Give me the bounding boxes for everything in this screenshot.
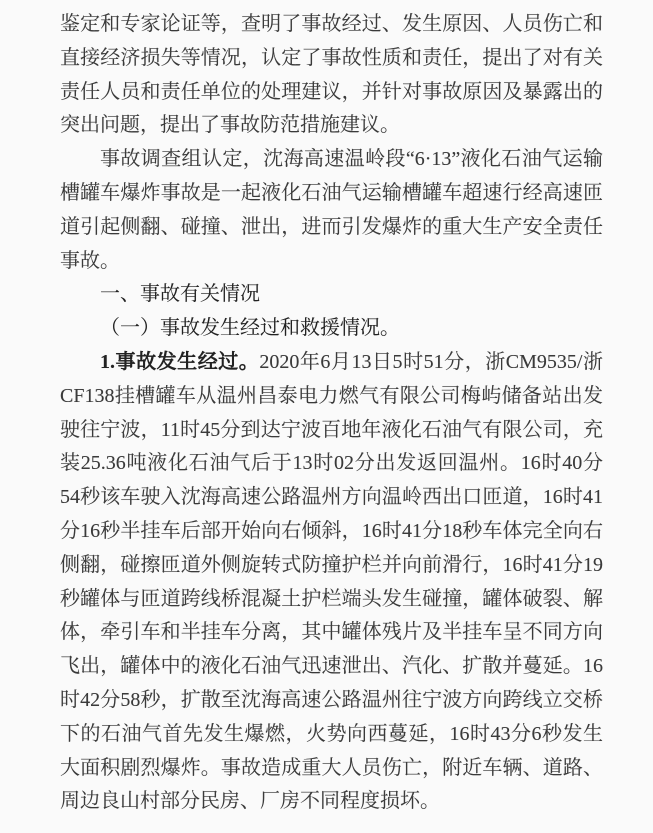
paragraph-item1 bbox=[60, 346, 603, 819]
paragraph-continuation: 鉴定和专家论证等，查明了事故经过、发生原因、人员伤亡和直接经济损失等情况，认定了事故性质和责任，提出了对有关责任人员和责任单位的处理建议，并针对事故原因及暴露出的突出问题，提出了事故防范措施建议。 bbox=[60, 13, 603, 137]
item1-body: 2020年6月13日5时51分，浙CM9535/浙CF138挂槽罐车从温州昌泰电力燃气有限公司梅屿储备站出发驶往宁波，11时45分到达宁波百地年液化石油气有限公司，充装25.36吨液化石油气后于13时02分出发返回温州。16时40分54秒该车驶入沈海高速公路温州方向温岭西出口匝道，16时41分16秒半挂车后部开始向右倾斜，16时41分18秒车体完全向右侧翻，碰擦匝道外侧旋转式防撞护栏并向前滑行，16时41分19秒罐体与匝道跨线桥混凝土护栏端头发生碰撞，罐体破裂、解体，牵引车和半挂车分离，其中罐体残片及半挂车呈不同方向飞出，罐体中的液化石油气迅速泄出、汽化、扩散并蔓延。16时42分58秒，扩散至沈海高速公路温州往宁波方向跨线立交桥下的石油气首先发生爆燃，火势向西蔓延，16时43分6秒发生大面积剧烈爆炸。事故造成重大人员伤亡，附近车辆、道路、周边良山村部分民房、厂房不同程度损坏。 bbox=[60, 350, 603, 813]
item1-label: 1.事故发生经过。 bbox=[100, 350, 260, 373]
section-heading: 一、事故有关情况 bbox=[100, 283, 260, 306]
paragraph-determination: 事故调查组认定，沈海高速温岭段“6·13”液化石油气运输槽罐车爆炸事故是一起液化石油气运输槽罐车超速行经高速匝道引起侧翻、碰撞、泄出，进而引发爆炸的重大生产安全责任事故。 bbox=[60, 148, 603, 272]
subsection-heading: （一）事故发生经过和救援情况。 bbox=[100, 317, 400, 340]
